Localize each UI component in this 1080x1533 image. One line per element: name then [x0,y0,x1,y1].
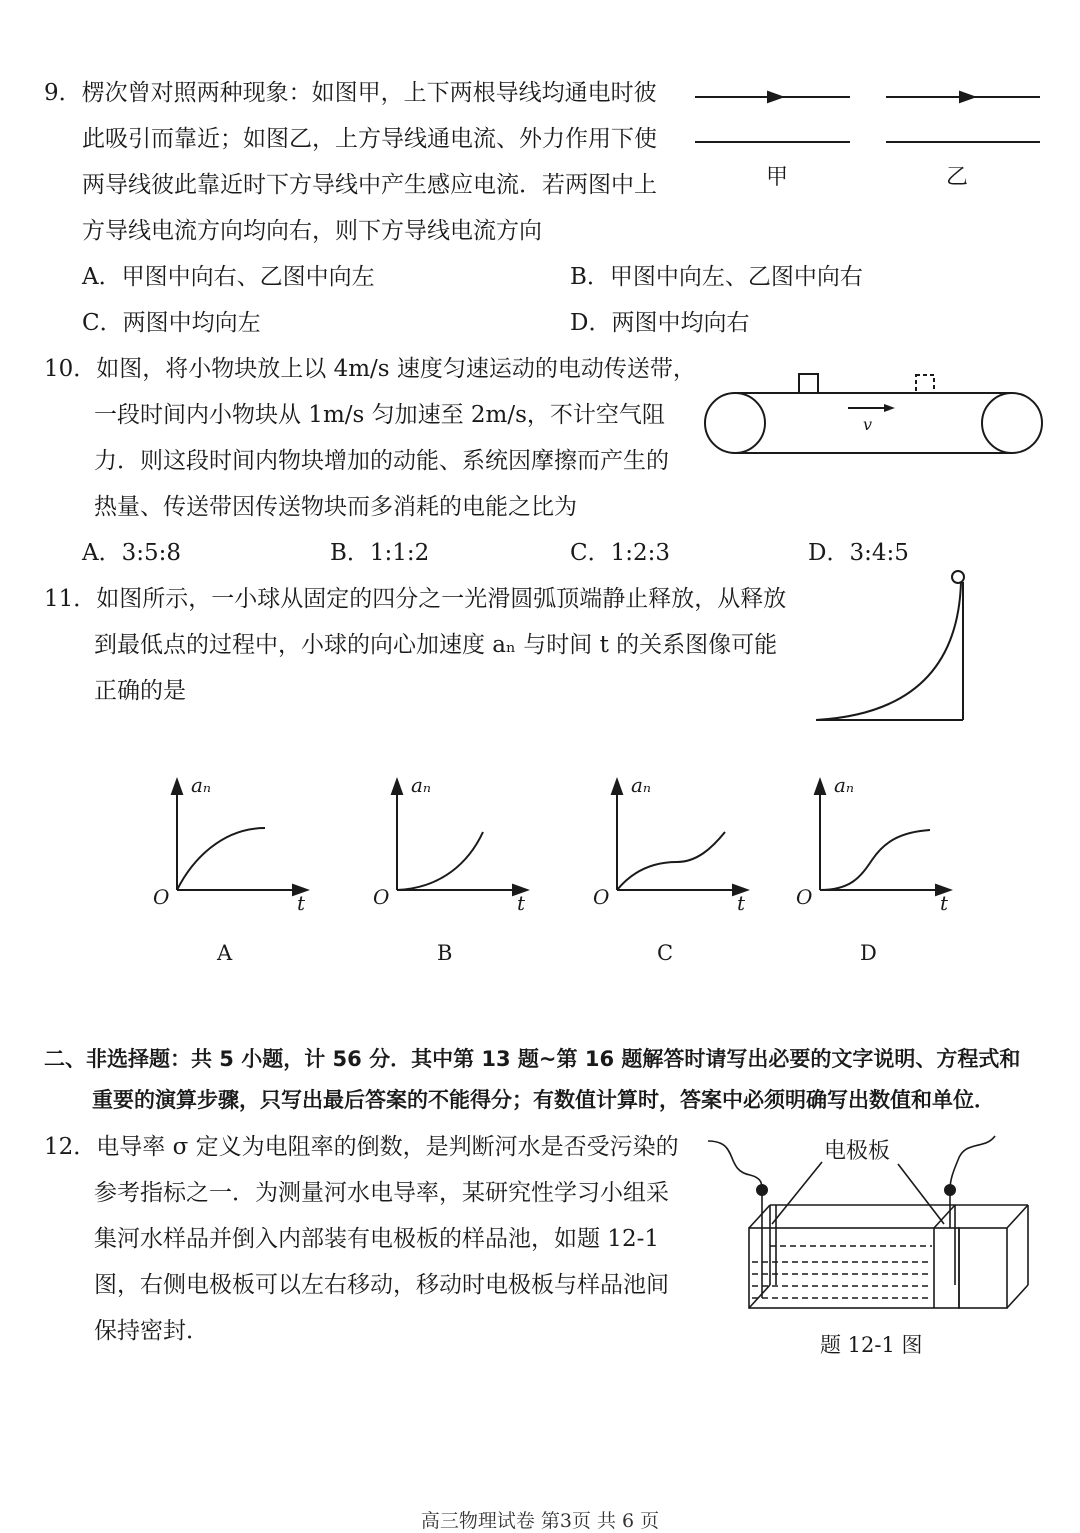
q9-option-d: D．两图中均向右 [570,310,750,336]
q9-line-1: 9．楞次曾对照两种现象：如图甲，上下两根导线均通电时彼 [44,80,657,106]
q9-option-c: C．两图中均向左 [82,310,261,336]
graph-xlabel: t [517,891,526,915]
graph-xlabel: t [737,891,746,915]
graph-origin: O [796,885,813,909]
graph-xlabel: t [297,891,306,915]
section2-line-2: 重要的演算步骤，只写出最后答案的不能得分；有数值计算时，答案中必须明确写出数值和单位． [92,1088,995,1112]
q12-line-5: 保持密封． [94,1318,209,1344]
q9-option-b: B．甲图中向左、乙图中向右 [570,264,863,290]
q12-fig-caption: 题 12-1 图 [820,1333,923,1357]
q10-option-b: B．1:1:2 [330,540,430,566]
q9-line-3: 两导线彼此靠近时下方导线中产生感应电流．若两图中上 [82,172,657,198]
q9-fig-label-yi: 乙 [946,165,969,190]
graph-xlabel: t [940,891,949,915]
q10-option-d: D．3:4:5 [808,540,909,566]
q9-line-4: 方导线电流方向均向右，则下方导线电流方向 [82,218,542,244]
q10-line-3: 力．则这段时间内物块增加的动能、系统因摩擦而产生的 [94,448,669,474]
q11-line-3: 正确的是 [94,678,186,704]
q9-line-2: 此吸引而靠近；如图乙，上方导线通电流、外力作用下使 [82,126,657,152]
graph-origin: O [153,885,170,909]
q11-line-1: 11．如图所示，一小球从固定的四分之一光滑圆弧顶端静止释放，从释放 [44,586,787,612]
q10-velocity-label: v [863,415,873,434]
q9-option-a: A．甲图中向右、乙图中向左 [82,264,375,290]
q12-line-1: 12．电导率 σ 定义为电阻率的倒数，是判断河水是否受污染的 [44,1134,679,1160]
q10-line-2: 一段时间内小物块从 1m/s 匀加速至 2m/s，不计空气阻 [94,402,665,428]
graph-ylabel: aₙ [834,773,855,797]
graph-option-label: C [657,941,674,965]
graph-option-label: D [860,941,877,965]
terminal-dot [944,1184,956,1196]
terminal-dot [756,1184,768,1196]
page-footer: 高三物理试卷 第3页 共 6 页 [420,1510,660,1532]
graph-option-label: B [437,941,453,965]
q12-fig-label: 电极板 [824,1139,891,1164]
q10-option-c: C．1:2:3 [570,540,670,566]
q12-line-2: 参考指标之一．为测量河水电导率，某研究性学习小组采 [94,1180,669,1206]
q10-option-a: A．3:5:8 [82,540,182,566]
q10-line-4: 热量、传送带因传送物块而多消耗的电能之比为 [94,494,577,520]
graph-ylabel: aₙ [191,773,212,797]
graph-option-label: A [217,941,233,965]
q12-line-3: 集河水样品并倒入内部装有电极板的样品池，如题 12-1 [94,1226,659,1252]
graph-origin: O [373,885,390,909]
q9-fig-label-jia: 甲 [766,165,789,190]
q11-line-2: 到最低点的过程中，小球的向心加速度 aₙ 与时间 t 的关系图像可能 [94,632,778,658]
q10-line-1: 10．如图，将小物块放上以 4m/s 速度匀速运动的电动传送带， [44,356,696,382]
q12-line-4: 图，右侧电极板可以左右移动，移动时电极板与样品池间 [94,1272,669,1298]
graph-ylabel: aₙ [411,773,432,797]
graph-ylabel: aₙ [631,773,652,797]
section2-line-1: 二、非选择题：共 5 小题，计 56 分．其中第 13 题~第 16 题解答时请写出必要的文字说明、方程式和 [44,1047,1021,1071]
graph-origin: O [593,885,610,909]
